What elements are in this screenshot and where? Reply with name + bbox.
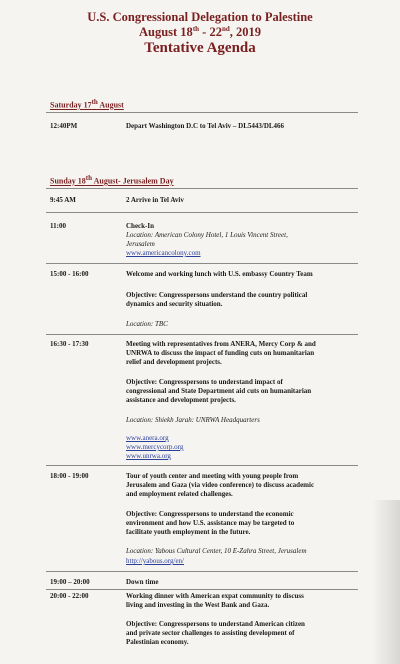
divider [46, 589, 358, 590]
divider [46, 112, 358, 113]
divider [46, 212, 358, 213]
agenda-item-title: relief and development projects. [126, 358, 222, 366]
agenda-item-objective: environment and how U.S. assistance may be targeted to [126, 519, 295, 527]
agenda-item-location: Location: TBC [126, 320, 168, 328]
day-heading-sunday: Sunday 18th August- Jerusalem Day [50, 174, 174, 186]
agenda-item-title: and employment related challenges. [126, 490, 233, 498]
agenda-item-title: Tour of youth center and meeting with young people from [126, 472, 299, 480]
agenda-item-title: Working dinner with American expat community to discuss [126, 592, 304, 600]
agenda-item-objective: assistance and development projects. [126, 396, 236, 404]
agenda-item-objective: Objective: Congresspersons to understand impact of [126, 378, 283, 386]
agenda-item-title: Meeting with representatives from ANERA, Mercy Corp & and [126, 340, 316, 348]
agenda-item-objective: and private sector challenges to assisting development of [126, 629, 295, 637]
agenda-item-objective: Objective: Congresspersons understand the country political [126, 291, 308, 299]
agenda-time: 15:00 - 16:00 [50, 270, 89, 278]
agenda-item-location: Jerusalem [126, 240, 155, 248]
divider [46, 334, 358, 335]
website-link[interactable]: www.mercycorp.org [126, 443, 184, 451]
agenda-item-location: Location: Yabous Cultural Center, 10 E-Zahra Street, Jerusalem [126, 547, 307, 555]
agenda-time: 12:40PM [50, 122, 78, 130]
agenda-item-objective: Objective: Congresspersons to understand American citizen [126, 620, 305, 628]
website-link[interactable]: www.anera.org [126, 434, 169, 442]
divider [46, 571, 358, 572]
agenda-time: 19:00 – 20:00 [50, 578, 90, 586]
agenda-item-objective: facilitate youth employment in the future. [126, 528, 251, 536]
website-link[interactable]: www.unrwa.org [126, 452, 171, 460]
agenda-item-objective: Objective: Congresspersons to understand the economic [126, 510, 294, 518]
website-link[interactable]: http://yabous.org/en/ [126, 557, 185, 565]
agenda-item-location: Location: American Colony Hotel, 1 Louis Vincent Street, [126, 231, 288, 239]
agenda-item-location: Location: Shiekh Jarah: UNRWA Headquarters [126, 416, 260, 424]
divider [46, 263, 358, 264]
divider [46, 465, 358, 466]
agenda-item-title: Welcome and working lunch with U.S. embassy Country Team [126, 270, 313, 278]
agenda-item-title: 2 Arrive in Tel Aviv [126, 196, 184, 204]
agenda-item-title: Jerusalem and Gaza (via video conference) to discuss academic [126, 481, 315, 489]
agenda-time: 16:30 - 17:30 [50, 340, 89, 348]
agenda-item-title: Down time [126, 578, 159, 586]
document-dates: August 18th - 22nd, 2019 [138, 25, 262, 40]
agenda-item-title: Check-In [126, 222, 155, 230]
agenda-time: 20:00 - 22:00 [50, 592, 89, 600]
page-shadow [372, 500, 400, 664]
agenda-item-objective: Palestinian economy. [126, 638, 189, 646]
agenda-time: 9:45 AM [50, 196, 76, 204]
agenda-item-title: Depart Washington D.C to Tel Aviv – DL5443/DL466 [126, 122, 285, 130]
document-title: U.S. Congressional Delegation to Palestine [87, 10, 313, 24]
agenda-time: 11:00 [50, 222, 66, 230]
agenda-item-objective: congressional and State Department aid cuts on humanitarian [126, 387, 312, 395]
agenda-item-title: UNRWA to discuss the impact of funding cuts on humanitarian [126, 349, 315, 357]
agenda-item-title: living and investing in the West Bank and Gaza. [126, 601, 270, 609]
document-subtitle: Tentative Agenda [144, 40, 256, 56]
day-heading-saturday: Saturday 17th August [50, 98, 124, 110]
agenda-time: 18:00 - 19:00 [50, 472, 89, 480]
agenda-item-objective: dynamics and security situation. [126, 300, 223, 308]
website-link[interactable]: www.americancolony.com [126, 249, 201, 257]
divider [46, 188, 358, 189]
